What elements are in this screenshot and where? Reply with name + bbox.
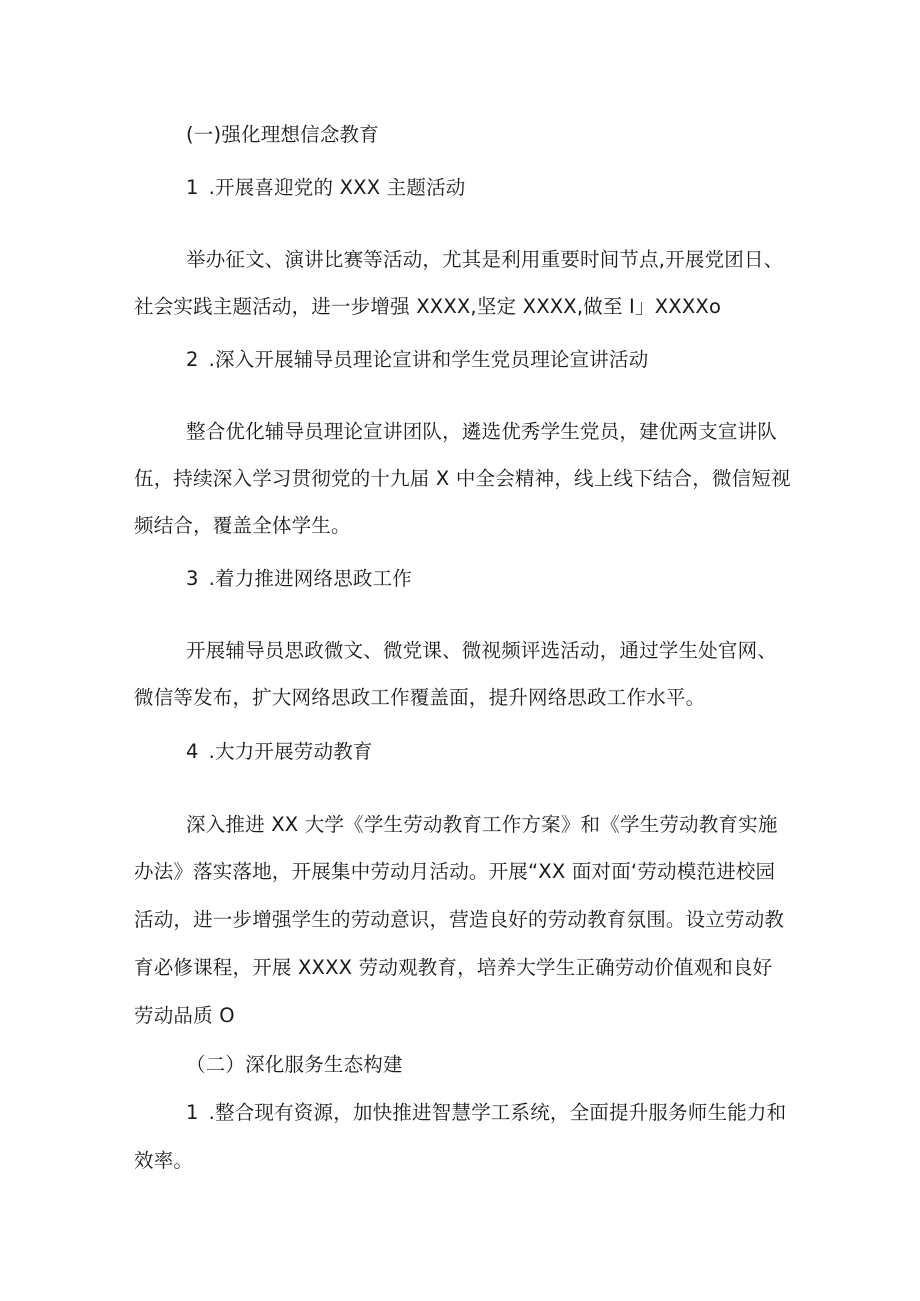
item-heading-2-1 [186,1101,786,1125]
item-number: 1 [186,176,199,199]
item-heading-3 [186,567,412,591]
paragraph-line: 社会实践主题活动，进一步增强 XXXX,坚定 XXXX,做至 I」XXXXo [134,295,722,318]
section-heading-2: （二）深化服务生态构建 [186,1053,403,1076]
paragraph-line: 深入推进 XX 大学《学生劳动教育工作方案》和《学生劳动教育实施 [186,813,778,836]
paragraph-line: 开展辅导员思政微文、微党课、微视频评选活动，通过学生处官网、 [186,639,778,662]
item-title: .着力推进网络思政工作 [208,567,413,590]
paragraph-line: 育必修课程，开展 XXXX 劳动观教育，培养大学生正确劳动价值观和良好 [134,956,773,979]
item-number: 3 [186,567,199,590]
paragraph-line: 微信等发布，扩大网络思政工作覆盖面，提升网络思政工作水平。 [134,686,706,709]
item-title: .整合现有资源，加快推进智慧学工系统，全面提升服务师生能力和 [208,1101,787,1124]
item-title: .深入开展辅导员理论宣讲和学生党员理论宣讲活动 [208,348,649,371]
item-title-continuation: 效率。 [134,1149,194,1172]
section-heading-1: (一)强化理想信念教育 [186,123,379,146]
paragraph-line: 频结合，覆盖全体学生。 [134,514,351,537]
paragraph-line: 举办征文、演讲比赛等活动，尤其是利用重要时间节点,开展党团日、 [186,248,784,271]
item-heading-4 [186,740,373,764]
item-number: 4 [186,740,199,763]
item-number: 2 [186,348,199,371]
item-heading-1 [186,176,465,200]
paragraph-line: 活动，进一步增强学生的劳动意识，营造良好的劳动教育氛围。设立劳动教 [134,908,785,931]
paragraph-line: 办法》落实落地，开展集中劳动月活动。开展“XX 面对面‘劳动模范进校园 [134,860,776,883]
paragraph-line: 伍，持续深入学习贯彻党的十九届 X 中全会精神，线上线下结合，微信短视 [134,467,791,490]
item-number: 1 [186,1101,199,1124]
item-title: .开展喜迎党的 XXX 主题活动 [208,176,466,199]
paragraph-line: 整合优化辅导员理论宣讲团队，遴选优秀学生党员，建优两支宣讲队 [186,420,778,443]
item-heading-2 [186,348,648,372]
paragraph-line: 劳动品质 O [134,1004,235,1027]
item-title: .大力开展劳动教育 [208,740,373,763]
